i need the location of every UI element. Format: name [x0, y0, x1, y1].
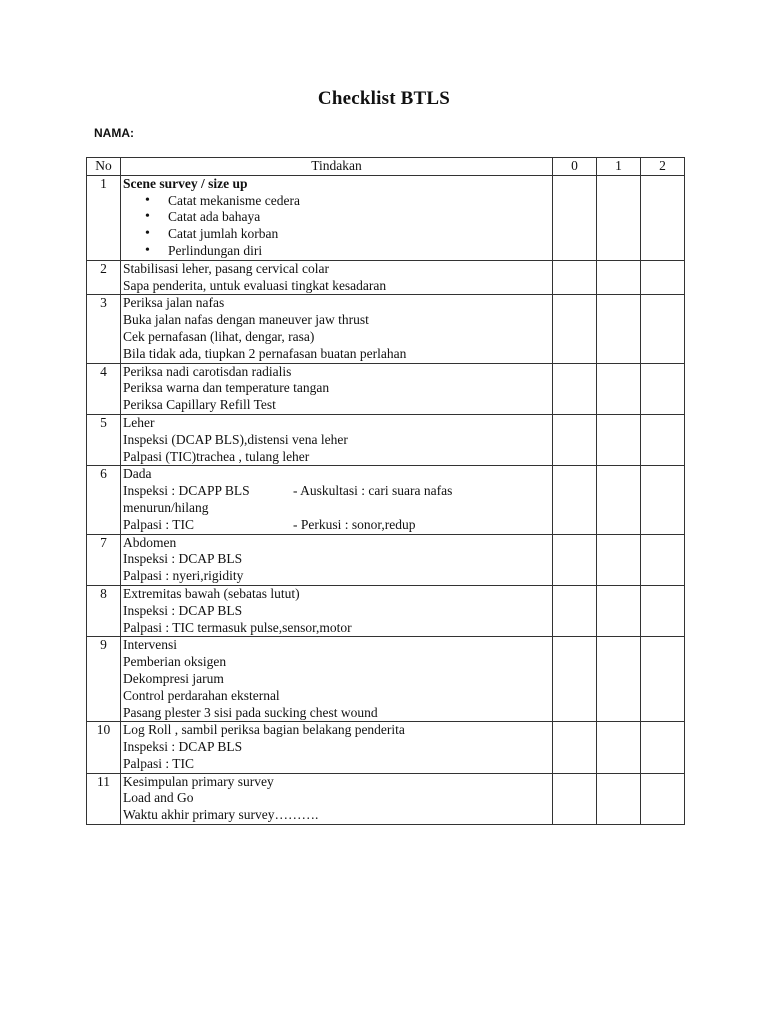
row-line: Control perdarahan eksternal: [123, 687, 280, 703]
score-cell-0[interactable]: [553, 295, 597, 363]
row-action: [121, 414, 553, 465]
row-line: Periksa nadi carotisdan radialis: [123, 363, 292, 379]
header-no: No: [87, 158, 121, 176]
score-cell-1[interactable]: [597, 773, 641, 824]
row-line: Inspeksi : DCAP BLS: [123, 602, 243, 618]
score-cell-1[interactable]: [597, 175, 641, 260]
row-action: [121, 637, 553, 722]
row-line: menurun/hilang: [123, 499, 209, 515]
row-line: Dekompresi jarum: [123, 670, 224, 686]
score-cell-0[interactable]: [553, 466, 597, 534]
row-line: Palpasi : TIC termasuk pulse,sensor,motor: [123, 619, 352, 635]
row-action: [121, 585, 553, 636]
table-row: [87, 414, 685, 465]
row-number: 10: [87, 722, 121, 773]
checklist-table: [86, 157, 685, 825]
row-line: Sapa penderita, untuk evaluasi tingkat kesadaran: [123, 277, 387, 293]
header-score-2: 2: [641, 158, 685, 176]
score-cell-1[interactable]: [597, 295, 641, 363]
score-cell-2[interactable]: [641, 175, 685, 260]
score-cell-0[interactable]: [553, 722, 597, 773]
score-cell-0[interactable]: [553, 414, 597, 465]
row-line: [123, 483, 550, 500]
row-action: [121, 773, 553, 824]
inspeksi-text: Inspeksi : DCAPP BLS: [123, 483, 250, 499]
row-line: Intervensi: [123, 637, 177, 653]
row-line: Dada: [123, 466, 152, 482]
row-action: [121, 722, 553, 773]
table-row: [87, 585, 685, 636]
score-cell-0[interactable]: [553, 260, 597, 295]
row-action: [121, 295, 553, 363]
row-line: [123, 517, 550, 534]
bullet-item: • Catat ada bahaya: [123, 209, 550, 226]
row-number: 9: [87, 637, 121, 722]
row-line: Buka jalan nafas dengan maneuver jaw thrust: [123, 312, 369, 328]
row-line: Bila tidak ada, tiupkan 2 pernafasan buatan perlahan: [123, 345, 407, 361]
row-line: Waktu akhir primary survey……….: [123, 807, 319, 823]
row-line: Extremitas bawah (sebatas lutut): [123, 585, 300, 601]
row-line: Periksa warna dan temperature tangan: [123, 380, 330, 396]
header-score-1: 1: [597, 158, 641, 176]
table-row: [87, 534, 685, 585]
row-line: Load and Go: [123, 790, 194, 806]
score-cell-2[interactable]: [641, 414, 685, 465]
row-line: Inspeksi : DCAP BLS: [123, 551, 243, 567]
score-cell-2[interactable]: [641, 295, 685, 363]
bullet-item: • Perlindungan diri: [123, 243, 550, 260]
row-action: [121, 175, 553, 260]
row-line: Stabilisasi leher, pasang cervical colar: [123, 260, 330, 276]
row-line: Palpasi : TIC: [123, 755, 195, 771]
table-row: [87, 295, 685, 363]
table-row: [87, 466, 685, 534]
score-cell-2[interactable]: [641, 534, 685, 585]
table-row: [87, 363, 685, 414]
row-number: 11: [87, 773, 121, 824]
score-cell-2[interactable]: [641, 585, 685, 636]
row-line: Abdomen: [123, 534, 177, 550]
score-cell-1[interactable]: [597, 414, 641, 465]
bullet-item: • Catat mekanisme cedera: [123, 193, 550, 210]
score-cell-0[interactable]: [553, 534, 597, 585]
score-cell-0[interactable]: [553, 363, 597, 414]
row-line: Cek pernafasan (lihat, dengar, rasa): [123, 328, 315, 344]
auskultasi-text: - Auskultasi : cari suara nafas: [293, 483, 453, 499]
score-cell-0[interactable]: [553, 175, 597, 260]
row-action: [121, 363, 553, 414]
score-cell-1[interactable]: [597, 534, 641, 585]
score-cell-2[interactable]: [641, 260, 685, 295]
table-row: [87, 175, 685, 260]
row-line: Periksa jalan nafas: [123, 295, 225, 311]
score-cell-1[interactable]: [597, 260, 641, 295]
perkusi-text: - Perkusi : sonor,redup: [293, 516, 416, 532]
row-line: Inspeksi : DCAP BLS: [123, 739, 243, 755]
row-number: 6: [87, 466, 121, 534]
row-action: [121, 466, 553, 534]
score-cell-2[interactable]: [641, 363, 685, 414]
header-score-0: 0: [553, 158, 597, 176]
palpasi-text: Palpasi : TIC: [123, 516, 195, 532]
score-cell-2[interactable]: [641, 466, 685, 534]
row-line: Leher: [123, 414, 155, 430]
score-cell-2[interactable]: [641, 722, 685, 773]
score-cell-0[interactable]: [553, 585, 597, 636]
row-line: Kesimpulan primary survey: [123, 773, 274, 789]
header-tindakan: Tindakan: [121, 158, 553, 176]
score-cell-1[interactable]: [597, 585, 641, 636]
row-line: Palpasi (TIC)trachea , tulang leher: [123, 448, 310, 464]
bullet-list: [123, 193, 550, 260]
score-cell-2[interactable]: [641, 773, 685, 824]
score-cell-0[interactable]: [553, 637, 597, 722]
row-line: Inspeksi (DCAP BLS),distensi vena leher: [123, 431, 348, 447]
score-cell-0[interactable]: [553, 773, 597, 824]
row-line: Pemberian oksigen: [123, 654, 227, 670]
score-cell-1[interactable]: [597, 466, 641, 534]
bullet-item: • Catat jumlah korban: [123, 226, 550, 243]
row-number: 8: [87, 585, 121, 636]
score-cell-1[interactable]: [597, 637, 641, 722]
row-action: [121, 260, 553, 295]
row-number: 3: [87, 295, 121, 363]
row-line: Pasang plester 3 sisi pada sucking chest wound: [123, 704, 378, 720]
table-row: [87, 260, 685, 295]
table-row: [87, 637, 685, 722]
table-header-row: [87, 158, 685, 176]
score-cell-2[interactable]: [641, 637, 685, 722]
table-row: [87, 773, 685, 824]
document-title: Checklist BTLS: [317, 88, 451, 109]
row-number: 1: [87, 175, 121, 260]
row-heading: Scene survey / size up: [123, 175, 248, 191]
row-number: 7: [87, 534, 121, 585]
score-cell-1[interactable]: [597, 363, 641, 414]
row-number: 4: [87, 363, 121, 414]
row-line: Palpasi : nyeri,rigidity: [123, 568, 244, 584]
table-row: [87, 722, 685, 773]
row-number: 5: [87, 414, 121, 465]
score-cell-1[interactable]: [597, 722, 641, 773]
row-action: [121, 534, 553, 585]
row-line: Periksa Capillary Refill Test: [123, 397, 276, 413]
row-line: Log Roll , sambil periksa bagian belakang penderita: [123, 722, 405, 738]
name-label: NAMA:: [94, 126, 134, 140]
row-number: 2: [87, 260, 121, 295]
